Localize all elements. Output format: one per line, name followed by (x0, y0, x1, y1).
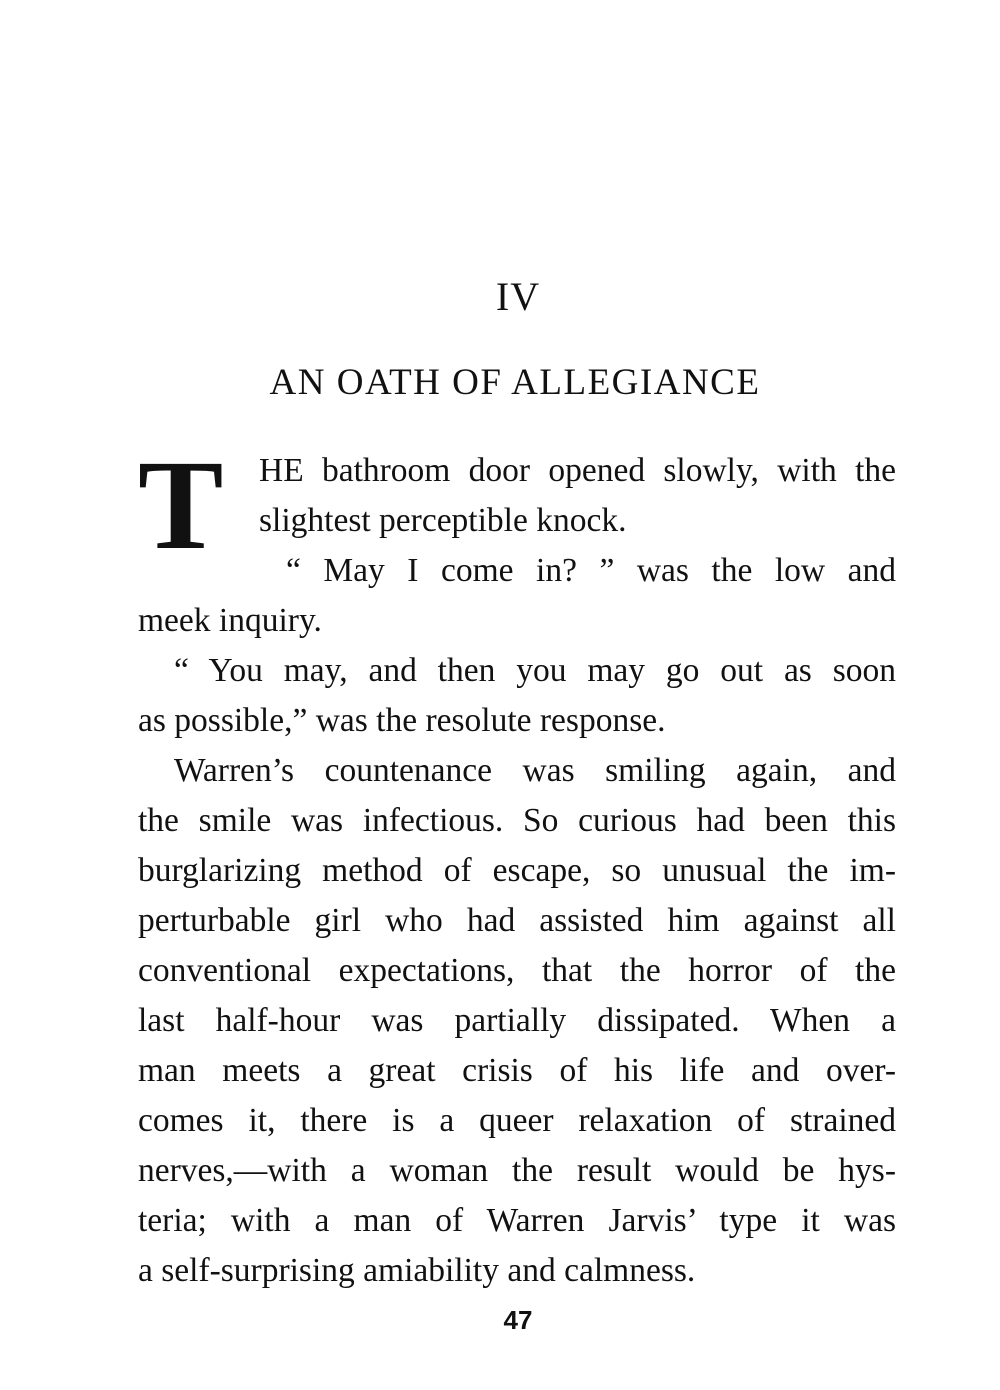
page-number: 47 (503, 1305, 533, 1335)
text-line: man meets a great crisis of his life and over- (138, 1052, 896, 1089)
text-line: perturbable girl who had assisted him against all (138, 902, 896, 939)
text-line: meek inquiry. (138, 602, 322, 639)
text-line: a self-surprising amiability and calmness. (138, 1252, 696, 1289)
text-line: as possible,” was the resolute response. (138, 702, 666, 739)
text-line: “ May I come in? ” was the low and (286, 552, 896, 589)
chapter-number: IV (495, 274, 541, 319)
text-line: slightest perceptible knock. (259, 502, 627, 539)
text-line: comes it, there is a queer relaxation of strained (138, 1102, 896, 1139)
text-line: conventional expectations, that the horror of the (138, 952, 896, 989)
chapter-title: AN OATH OF ALLEGIANCE (269, 362, 761, 403)
text-line: last half-hour was partially dissipated. When a (138, 1002, 896, 1039)
text-line: teria; with a man of Warren Jarvis’ type it was (138, 1202, 896, 1239)
text-line: HE bathroom door opened slowly, with the (259, 452, 896, 489)
text-line: nerves,—with a woman the result would be hys- (138, 1152, 896, 1189)
text-line: the smile was infectious. So curious had been this (138, 802, 896, 839)
text-line: Warren’s countenance was smiling again, and (174, 752, 896, 789)
opening-paragraph (138, 434, 896, 596)
body-text (138, 596, 896, 1296)
drop-cap: T (138, 434, 224, 576)
text-line: “ You may, and then you may go out as soon (174, 652, 896, 689)
text-line: burglarizing method of escape, so unusual the im- (138, 852, 896, 889)
